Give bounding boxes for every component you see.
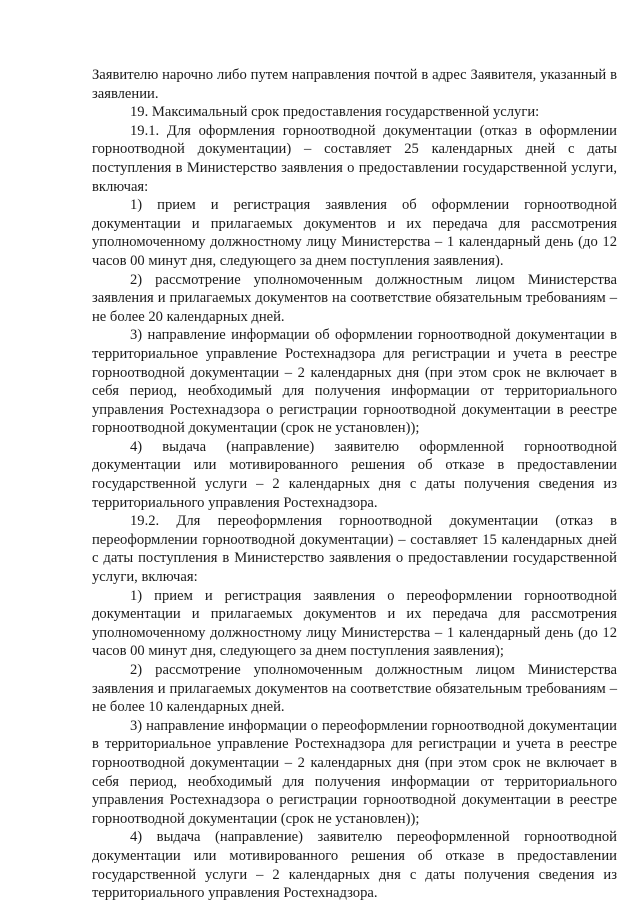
paragraph-19-1-item-3: 3) направление информации об оформлении горноотводной документации в территориальное управление Ростехнадзора для регистрации и учета в реестре горноотводной документации – 2 календарных дня (при этом срок не включает в себя период, необходимый для получения информации от территориального управления Ростехнадзора о регистрации горноотводной документации в реестре горноотводной документации (срок не установлен));: [92, 327, 617, 437]
paragraph-continuation: Заявителю нарочно либо путем направления почтой в адрес Заявителя, указанный в заявлении.: [92, 67, 617, 102]
paragraph-19-2-item-4: 4) выдача (направление) заявителю переоформленной горноотводной документации или мотивированного решения об отказе в предоставлении государственной услуги – 2 календарных дня с даты получения сведения из территориального управления Ростехнадзора.: [92, 829, 617, 902]
paragraph-19-1-item-4: 4) выдача (направление) заявителю оформленной горноотводной документации или мотивированного решения об отказе в предоставлении государственной услуги – 2 календарных дня с даты получения сведения из территориального управления Ростехнадзора.: [92, 438, 617, 511]
paragraph-19-1-item-1: 1) прием и регистрация заявления об оформлении горноотводной документации и прилагаемых документов и их передача для рассмотрения уполномоченному должностному лицу Министерства – 1 календарный день (до 12 часов 00 минут дня, следующего за днем поступления заявления).: [92, 197, 617, 269]
paragraph-section-19: 19. Максимальный срок предоставления государственной услуги:: [130, 104, 540, 121]
paragraph-section-19-2: 19.2. Для переоформления горноотводной документации (отказ в переоформлении горноотводной документации) – составляет 15 календарных дней с даты поступления в Министерство заявления о предоставлении государственной услуги, включая:: [92, 513, 617, 586]
document-page: [92, 66, 617, 903]
paragraph-19-1-item-2: 2) рассмотрение уполномоченным должностным лицом Министерства заявления и прилагаемых документов на соответствие обязательным требованиям – не более 20 календарных дней.: [92, 271, 617, 325]
paragraph-section-19-1: 19.1. Для оформления горноотводной документации (отказ в оформлении горноотводной документации) – составляет 25 календарных дней с даты поступления в Министерство заявления о предоставлении государственной услуги, включая:: [92, 122, 617, 195]
paragraph-19-2-item-1: 1) прием и регистрация заявления о переоформлении горноотводной документации и прилагаемых документов и их передача для рассмотрения уполномоченному должностному лицу Министерства – 1 календарный день (до 12 часов 00 минут дня, следующего за днем поступления заявления);: [92, 587, 617, 660]
paragraph-19-2-item-3: 3) направление информации о переоформлении горноотводной документации в территориальное управление Ростехнадзора для регистрации и учета в реестре горноотводной документации – 2 календарных дня (при этом срок не включает в себя период, необходимый для получения информации от территориального управления Ростехнадзора о регистрации горноотводной документации в реестре горноотводной документации (срок не установлен));: [92, 717, 617, 827]
paragraph-19-2-item-2: 2) рассмотрение уполномоченным должностным лицом Министерства заявления и прилагаемых документов на соответствие обязательным требованиям – не более 10 календарных дней.: [92, 662, 617, 716]
